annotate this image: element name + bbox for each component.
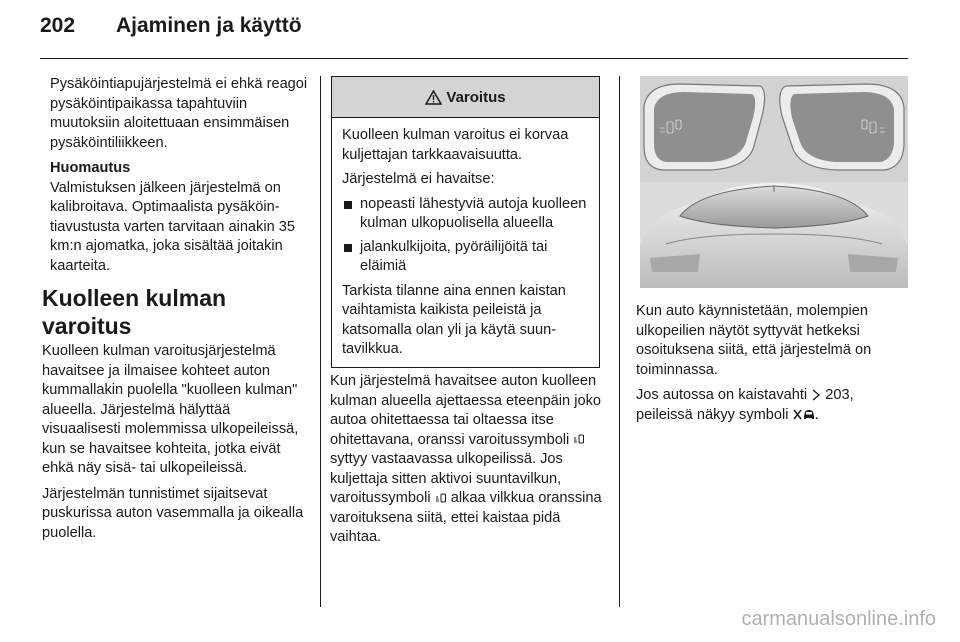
section-paragraph-1: Kuolleen kulman varoitusjärjestelmä havaitsee ja ilmaisee kohteet auton kummallakin puolella "kuolleen kulman" alueella. Järjestelmä hälyttää visuaalisesti molemmissa ulkopeileissä, kun se havaitsee kohteita, jotka eivät ehkä näy sisä- tai ulkopeileissä.: [42, 343, 299, 476]
warning-text-1: Kuolleen kulman varoitus ei korvaa kuljettajan tarkkaavaisuutta.: [342, 127, 569, 163]
blind-spot-text-c: alkaa vilkkua oranssina varoituksena siitä, ettei kaistaa pidä vaihtaa.: [330, 490, 602, 545]
lane-assist-paragraph: Jos autossa on kaistavahti 203, peileissä näkyy symboli .: [636, 387, 854, 423]
warning-bullet: jalankulkijoita, pyöräilijöitä tai eläimiä: [342, 238, 589, 277]
warning-box: [331, 76, 600, 368]
blind-spot-paragraph: [330, 372, 603, 548]
column-left: [42, 75, 310, 549]
warning-text-2: Järjestelmä ei havaitse:: [342, 171, 495, 187]
note-block: [42, 159, 310, 276]
lane-departure-icon: [793, 408, 815, 421]
column-middle: [330, 372, 603, 554]
warning-bullet-list: [342, 195, 589, 277]
header-rule: [40, 58, 908, 59]
column-divider-right: [619, 76, 620, 607]
section-paragraph-2: Järjestelmän tunnistimet sijaitsevat puskurissa auton vasemmalla ja oikealla puolella.: [42, 485, 304, 541]
page-number: 202: [40, 14, 76, 37]
blind-spot-warning-icon: [435, 493, 447, 504]
note-title: Huomautus: [50, 160, 131, 176]
warning-body: [332, 118, 599, 360]
car-mirror-illustration: [640, 76, 908, 288]
blind-spot-text-a: Kun järjestelmä havaitsee auton kuolleen kulman alueella ajettaessa eteenpäin joko autoa ohitettaessa tai oltaessa itse ohitettavana, oranssi varoitussymboli: [330, 373, 601, 448]
lane-assist-text-a: Jos autossa on kaistavahti: [636, 387, 808, 403]
warning-triangle-icon: [425, 90, 442, 105]
note-text: Valmistuksen jälkeen järjestelmä on kalibroitava. Optimaalista pysäköintiavustusta varten tarvitaan ainakin 35 km:n ajomatka, joka sisältää joitakin kaarteita.: [50, 179, 295, 274]
page-reference-arrow-icon: [811, 389, 821, 401]
column-right: [636, 302, 904, 431]
warning-title: Varoitus: [446, 88, 506, 106]
startup-paragraph: Kun auto käynnistetään, molempien ulkopeilien näytöt syttyvät hetkeksi osoituksena siitä, että järjestelmä on toiminnassa.: [636, 303, 872, 378]
warning-header: [332, 77, 599, 118]
column-divider-left: [320, 76, 321, 607]
page-title: Ajaminen ja käyttö: [116, 14, 302, 37]
watermark: carmanualsonline.info: [741, 608, 936, 630]
lane-assist-page-ref: 203,: [825, 387, 854, 403]
lane-assist-text-b: peileissä näkyy symboli: [636, 406, 789, 423]
warning-bullet: nopeasti lähestyviä autoja kuolleen kulman ulkopuolisella alueella: [342, 195, 589, 234]
blind-spot-text-b: syttyy vastaavassa ulkopeilissä. Jos kuljettaja sitten aktivoi suuntavilkun, varoitussymboli: [330, 451, 563, 506]
warning-text-3: Tarkista tilanne aina ennen kaistan vaihtamista kaikista peileistä ja katsomalla olan yli ja käytä suuntavilkkua.: [342, 282, 566, 357]
intro-paragraph: Pysäköintiapujärjestelmä ei ehkä reagoi pysäköintipaikassa tapahtuviin muutoksiin aloitettuaan ensimmäisen pysäköintiliikkeen.: [50, 76, 308, 151]
section-heading: Kuolleen kulman varoitus: [42, 285, 227, 339]
page-header: [40, 14, 302, 38]
blind-spot-warning-icon: [573, 434, 585, 445]
